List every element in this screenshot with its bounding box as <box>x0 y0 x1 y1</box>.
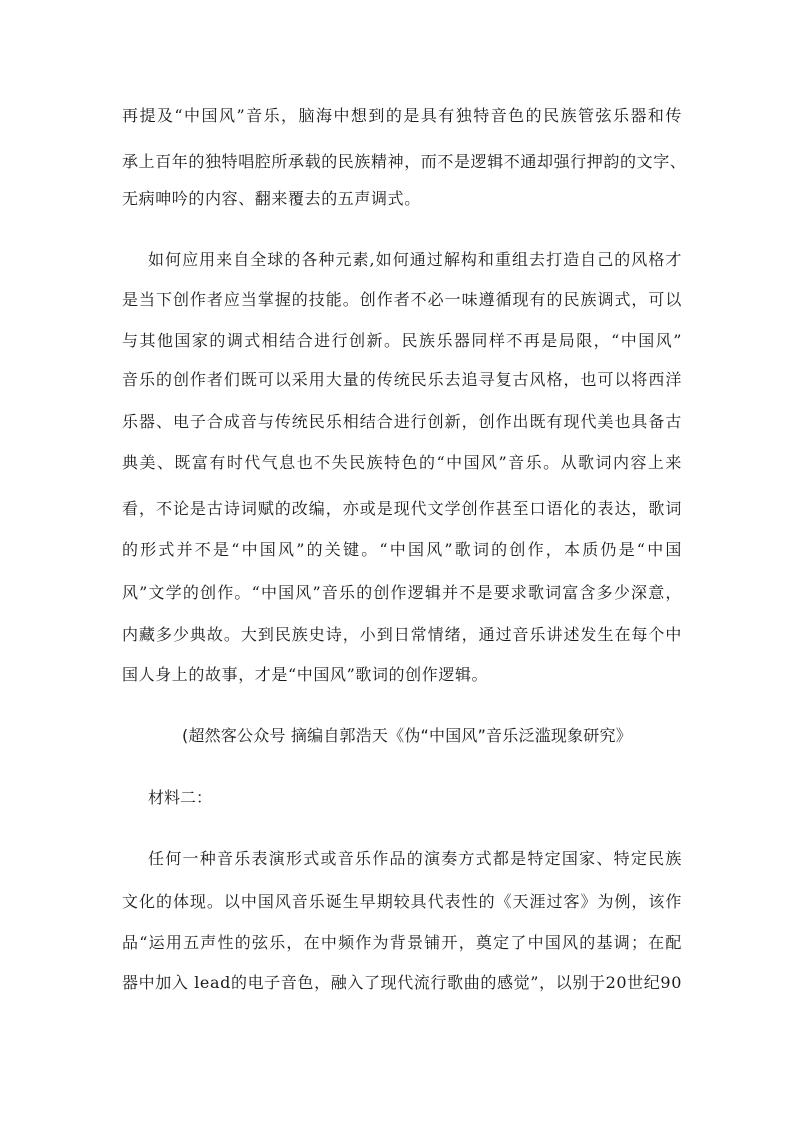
paragraph-1-line-3: 无病呻吟的内容、翻来覆去的五声调式。 <box>122 189 421 208</box>
paragraph-1-line-2: 承上百年的独特唱腔所承载的民族精神，而不是逻辑不通却强行押韵的文字、 <box>122 152 687 171</box>
paragraph-3-line-1: 任何一种音乐表演形式或音乐作品的演奏方式都是特定国家、特定民族 <box>148 849 682 868</box>
paragraph-3-line-3: 品“运用五声性的弦乐，在中频作为背景铺开，奠定了中国风的基调；在配 <box>122 933 682 952</box>
paragraph-3-line-2: 文化的体现。以中国风音乐诞生早期较具代表性的《天涯过客》为例，该作 <box>122 892 682 911</box>
material-2-heading: 材料二： <box>148 788 213 807</box>
paragraph-2-line-10: 内藏多少典故。大到民族史诗，小到日常情绪，通过音乐讲述发生在每个中 <box>122 625 682 644</box>
paragraph-1-line-1: 再提及“中国风”音乐，脑海中想到的是具有独特音色的民族管弦乐器和传 <box>122 106 682 125</box>
paragraph-2-line-8: 的形式并不是“中国风”的关键。“中国风”歌词的创作，本质仍是“中国 <box>122 540 682 559</box>
paragraph-2-line-11: 国人身上的故事，才是“中国风”歌词的创作逻辑。 <box>122 665 489 684</box>
paragraph-2-line-6: 典美、既富有时代气息也不失民族特色的“中国风”音乐。从歌词内容上来 <box>122 453 682 472</box>
paragraph-3-line-4: 器中加入 lead的电子音色，融入了现代流行歌曲的感觉”，以别于20世纪90 <box>122 973 682 992</box>
paragraph-2-line-4: 音乐的创作者们既可以采用大量的传统民乐去追寻复古风格，也可以将西洋 <box>122 370 682 389</box>
paragraph-2-line-9: 风”文学的创作。“中国风”音乐的创作逻辑并不是要求歌词富含多少深意， <box>122 583 682 602</box>
paragraph-2-line-5: 乐器、电子合成音与传统民乐相结合进行创新，创作出既有现代美也具备古 <box>122 412 682 431</box>
paragraph-2-line-3: 与其他国家的调式相结合进行创新。民族乐器同样不再是局限，“中国风” <box>122 331 682 350</box>
source-note: (超然客公众号 摘编自郭浩天《伪“中国风”音乐泛滥现象研究》 <box>182 726 632 745</box>
paragraph-2-line-1: 如何应用来自全球的各种元素,如何通过解构和重组去打造自己的风格才 <box>148 250 682 269</box>
paragraph-2-line-7: 看，不论是古诗词赋的改编，亦或是现代文学创作甚至口语化的表达，歌词 <box>122 499 682 518</box>
paragraph-2-line-2: 是当下创作者应当掌握的技能。创作者不必一味遵循现有的民族调式，可以 <box>122 290 682 309</box>
